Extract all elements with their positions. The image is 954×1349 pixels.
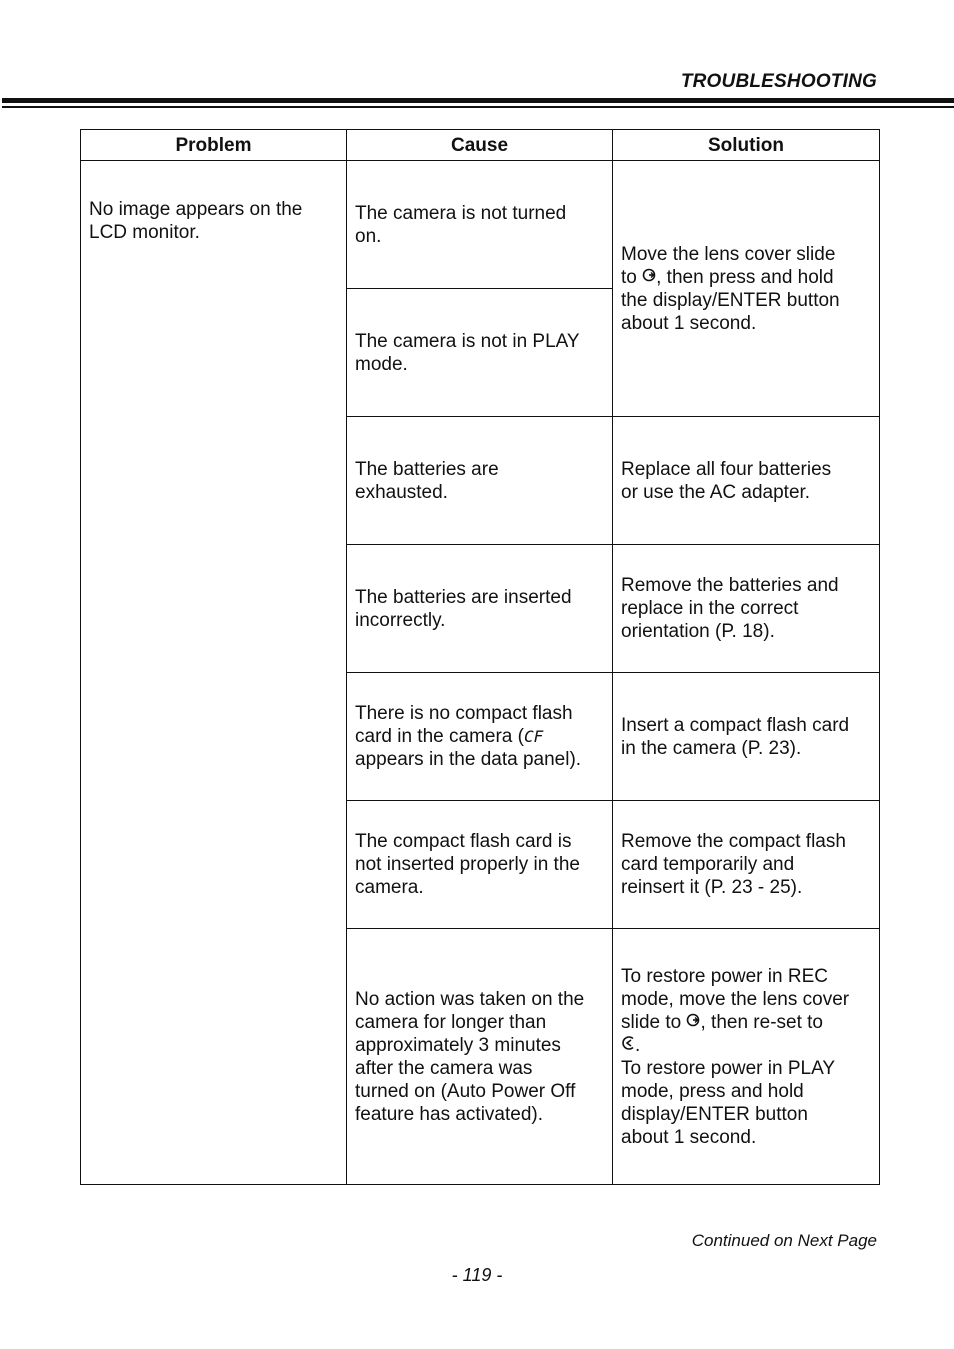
troubleshooting-table bbox=[80, 129, 880, 1185]
cause-cell: The camera is not in PLAY mode. bbox=[347, 289, 613, 417]
cause-cell: The camera is not turned on. bbox=[347, 161, 613, 289]
play-mode-icon bbox=[686, 1011, 700, 1034]
table-header-row bbox=[81, 130, 880, 161]
table-row bbox=[81, 161, 880, 289]
page-number: - 119 - bbox=[451, 1265, 503, 1285]
column-header-problem: Problem bbox=[81, 130, 347, 161]
solution-cell: Remove the batteries and replace in the correct orientation (P. 18). bbox=[613, 545, 880, 673]
cause-cell: No action was taken on the camera for longer than approximately 3 minutes after the camera was turned on (Auto Power Off feature has activated). bbox=[347, 929, 613, 1185]
cause-cell: The batteries are exhausted. bbox=[347, 417, 613, 545]
cf-indicator-icon: CF bbox=[523, 727, 544, 746]
cause-cell: The batteries are inserted incorrectly. bbox=[347, 545, 613, 673]
rec-mode-icon bbox=[621, 1034, 635, 1057]
column-header-cause: Cause bbox=[347, 130, 613, 161]
play-mode-icon bbox=[642, 266, 656, 289]
cause-cell: There is no compact flash card in the camera (CF appears in the data panel). bbox=[347, 673, 613, 801]
solution-cell: To restore power in REC mode, move the lens cover slide to , then re-set to . To restore power in PLAY mode, press and hold display/ENTER button about 1 second. bbox=[613, 929, 880, 1185]
column-header-solution: Solution bbox=[613, 130, 880, 161]
header-rule-thin bbox=[2, 106, 954, 108]
continued-note: Continued on Next Page bbox=[691, 1231, 877, 1250]
page-header-title: TROUBLESHOOTING bbox=[680, 71, 877, 92]
solution-cell: Move the lens cover slide to , then press and hold the display/ENTER button about 1 second. bbox=[613, 161, 880, 417]
problem-cell: No image appears on the LCD monitor. bbox=[81, 161, 347, 1185]
header-rule-thick bbox=[2, 98, 954, 103]
solution-cell: Replace all four batteries or use the AC adapter. bbox=[613, 417, 880, 545]
cause-cell: The compact flash card is not inserted properly in the camera. bbox=[347, 801, 613, 929]
solution-cell: Remove the compact flash card temporarily and reinsert it (P. 23 - 25). bbox=[613, 801, 880, 929]
solution-cell: Insert a compact flash card in the camera (P. 23). bbox=[613, 673, 880, 801]
